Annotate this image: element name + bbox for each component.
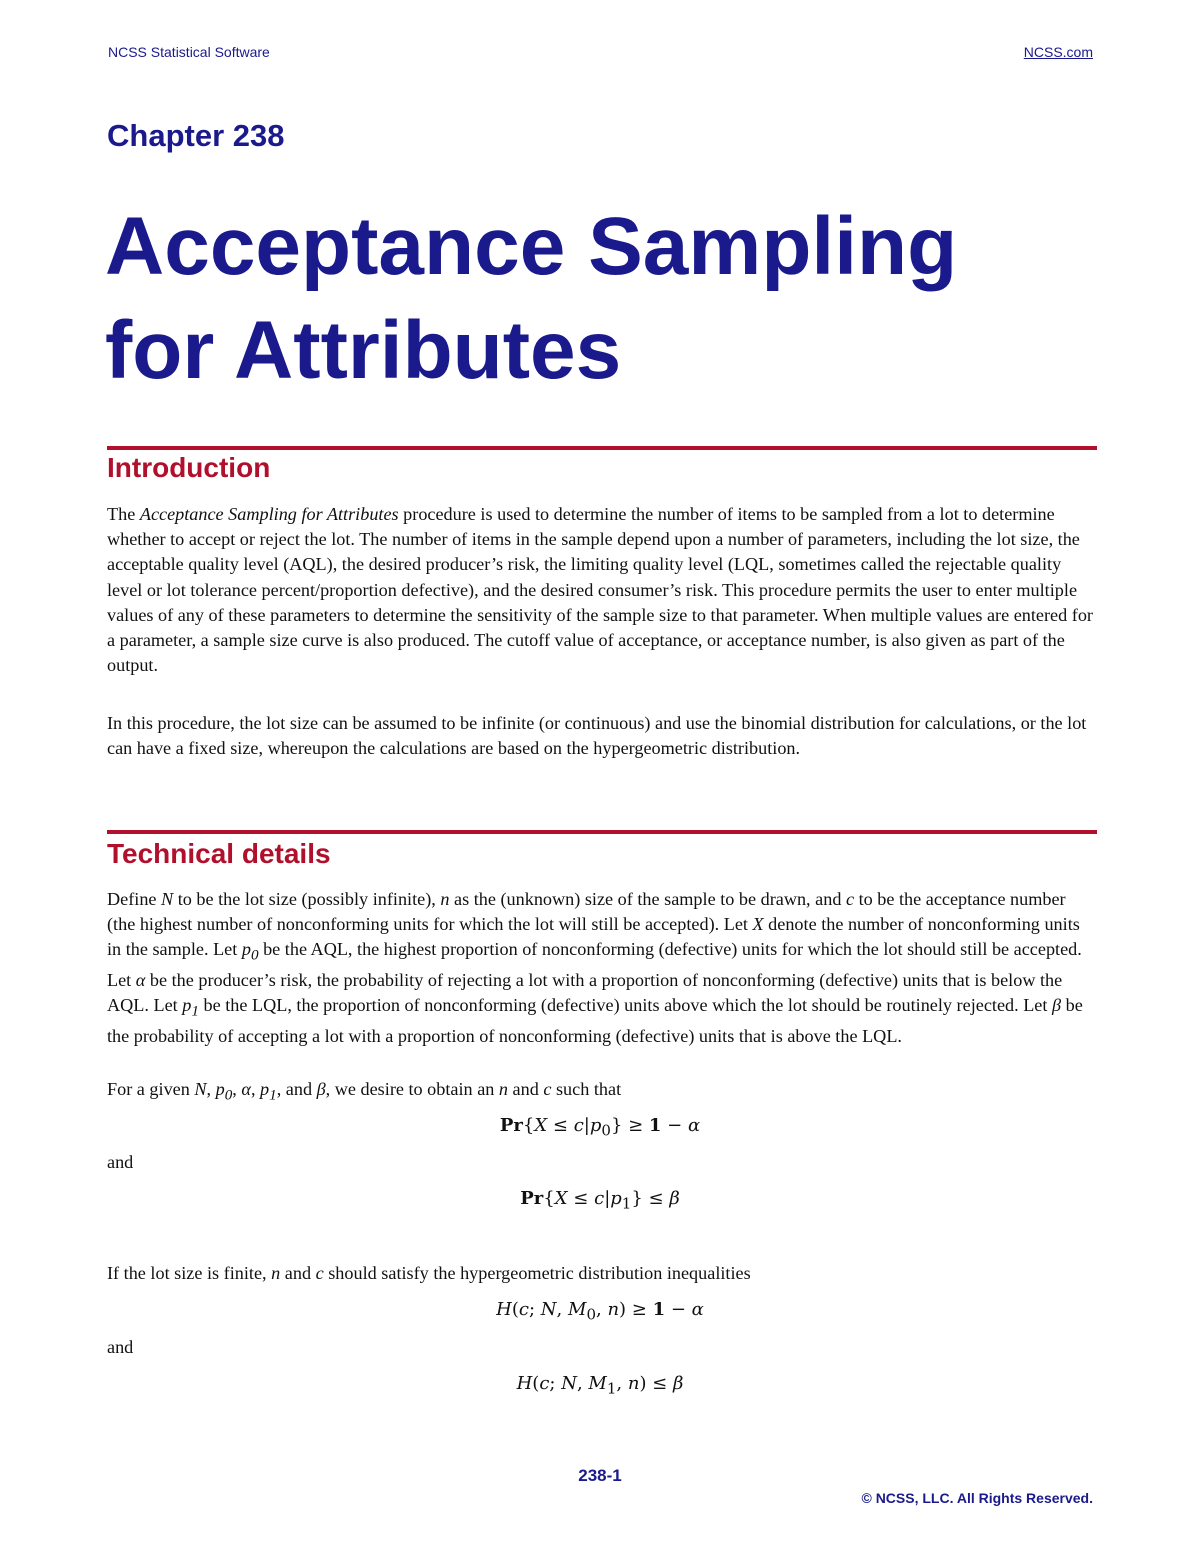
technical-paragraph-3: If the lot size is finite, n and c should satisfy the hypergeometric distribution inequalities xyxy=(107,1263,751,1283)
header-software-name: NCSS Statistical Software xyxy=(108,44,270,60)
and-text-1: and xyxy=(107,1152,134,1172)
title-line-1: Acceptance Sampling xyxy=(105,201,958,292)
equation-hypergeometric-producer: H(c; N, $M_0$, n) ≥ 1 − α xyxy=(496,1299,704,1324)
section-divider-introduction xyxy=(107,446,1097,450)
technical-details-heading: Technical details xyxy=(107,838,331,869)
technical-paragraph-1: Define N to be the lot size (possibly infinite), n as the (unknown) size of the sample to be drawn, and c to be the acceptance number (the highest number of nonconforming units for which the lot will still be accepted). Let X denote the number of nonconforming units in the sample. Let $p_0$ be the AQL, the highest proportion of nonconforming (defective) units for which the lot should still be accepted. Let α be the producer’s risk, the probability of rejecting a lot with a proportion of nonconforming (defective) units that is below the AQL. Let $p_1$ be the LQL, the proportion of nonconforming (defective) units above which the lot should be routinely rejected. Let β be the probability of accepting a lot with a proportion of nonconforming (defective) units that is above the LQL. xyxy=(107,889,1083,1047)
copyright-notice: © NCSS, LLC. All Rights Reserved. xyxy=(861,1490,1093,1506)
header-website-link[interactable]: NCSS.com xyxy=(1023,44,1093,60)
introduction-paragraph-1: The Acceptance Sampling for Attributes procedure is used to determine the number of items to be sampled from a lot to determine whether to accept or reject the lot. The number of items in the sample depend upon a number of parameters, including the lot size, the acceptable quality level (AQL), the desired producer’s risk, the limiting quality level (LQL, sometimes called the rejectable quality level or lot tolerance percent/proportion defective), and the desired consumer’s risk. This procedure permits the user to enter multiple values of any of these parameters to determine the sensitivity of the sample size to that parameter. When multiple values are entered for a parameter, a sample size curve is also produced. The cutoff value of acceptance, or acceptance number, is also given as part of the output. xyxy=(107,504,1093,676)
equation-producer-risk: $Pr\{X \le c|p_0\} \ge 1 - \alpha$ xyxy=(499,1115,701,1140)
page-title xyxy=(105,195,1105,403)
and-text-2: and xyxy=(107,1337,134,1357)
chapter-label: Chapter 238 xyxy=(107,118,285,153)
section-divider-technical xyxy=(107,830,1097,834)
equation-consumer-risk: $Pr\{X \le c|p_1\} \le \beta$ xyxy=(520,1188,680,1213)
procedure-name: Acceptance Sampling for Attributes xyxy=(139,504,399,524)
equation-hypergeometric-consumer: H(c; N, $M_1$, n) ≤ β xyxy=(516,1373,684,1398)
technical-paragraph-2: For a given N, $p_0$, α, $p_1$, and β, we desire to obtain an n and c such that xyxy=(107,1079,622,1104)
title-line-2: for Attributes xyxy=(105,305,622,396)
page-number: 238-1 xyxy=(578,1466,622,1485)
introduction-heading: Introduction xyxy=(107,452,271,483)
introduction-paragraph-2: In this procedure, the lot size can be assumed to be infinite (or continuous) and use the binomial distribution for calculations, or the lot can have a fixed size, whereupon the calculations are based on the hypergeometric distribution. xyxy=(107,713,1087,759)
